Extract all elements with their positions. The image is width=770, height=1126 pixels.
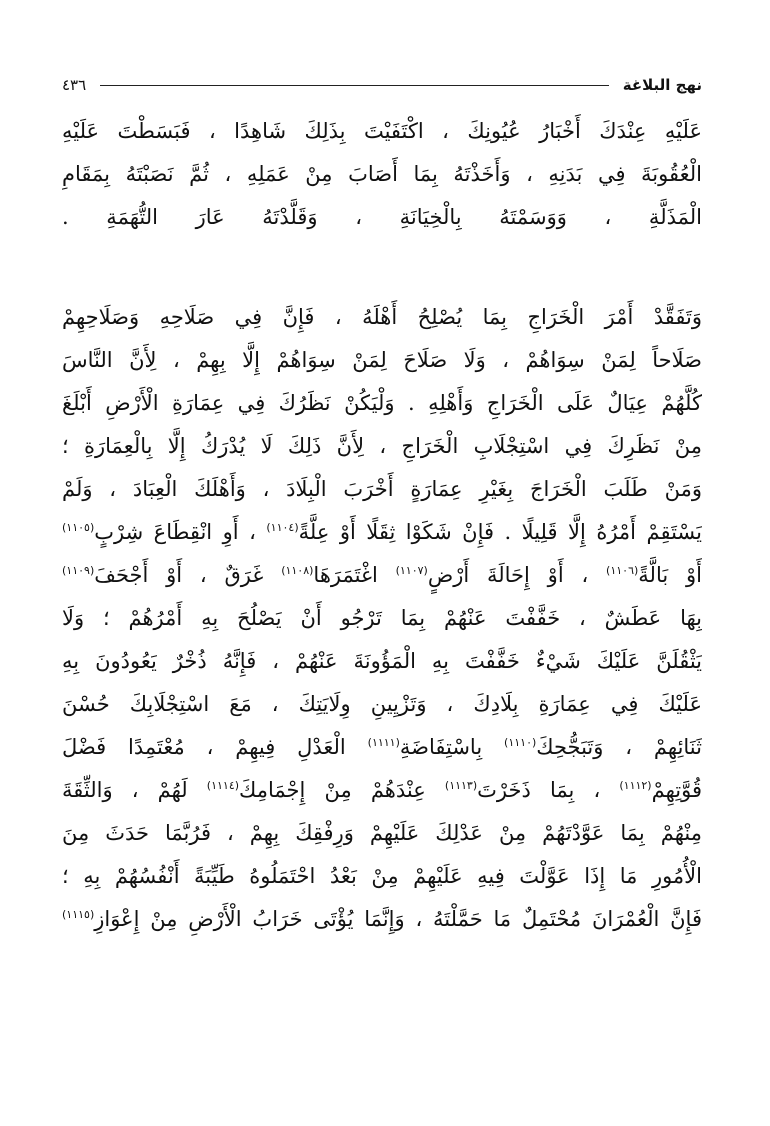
text-line: يَثْقُلَنَّ عَلَيْكَ شَيْءٌ خَفَّفْتَ بِهِ الْمَؤُونَةَ عَنْهُمْ ، فَإِنَّهُ ذُخْرٌ يَعُودُونَ بِهِ — [62, 649, 702, 673]
paragraph-1 — [62, 110, 702, 239]
text-line: الْعُقُوبَةَ فِي بَدَنِهِ ، وَأَخَذْتَهُ بِمَا أَصَابَ مِنْ عَمَلِهِ ، ثُمَّ نَصَبْتَهُ بِمَقَامِ — [62, 162, 702, 186]
paragraph-2 — [62, 296, 702, 941]
text-segment: ، بِمَا ذَخَرْتَ — [477, 778, 601, 802]
text-line: وَمَنْ طَلَبَ الْخَرَاجَ بِغَيْرِ عِمَارَةٍ أَخْرَبَ الْبِلَادَ ، وَأَهْلَكَ الْعِبَادَ ، وَلَمْ — [62, 477, 702, 501]
text-segment: بِاسْتِفَاضَةِ — [399, 735, 483, 759]
header-rule — [100, 85, 609, 86]
text-line: مِنْ نَظَرِكَ فِي اسْتِجْلَابِ الْخَرَاجِ ، لِأَنَّ ذَلِكَ لَا يُدْرَكُ إِلَّا بِالْعِمَارَةِ ؛ — [62, 434, 702, 458]
footnote-marker: (١١١١) — [367, 736, 400, 749]
running-title: نهج البلاغة — [622, 76, 702, 94]
text-segment: أَوْ بَالَّةً — [638, 563, 702, 587]
text-segment: قُوَّتِهِمْ — [651, 778, 702, 802]
text-line: عَلَيْكَ فِي عِمَارَةِ بِلَادِكَ ، وَتَزْيِينِ وِلَايَتِكَ ، مَعَ اسْتِجْلَابِكَ حُسْنَ — [62, 692, 702, 716]
text-segment: ، أَوِ انْقِطَاعَ شِرْبٍ — [94, 520, 256, 544]
text-segment: يَسْتَقِمْ أَمْرُهُ إِلَّا قَلِيلًا . فَإِنْ شَكَوْا ثِقَلًا أَوْ عِلَّةً — [298, 520, 702, 544]
footnote-marker: (١١١٢) — [619, 779, 652, 792]
page-header — [62, 72, 702, 98]
footnote-marker: (١١٠٤) — [266, 521, 299, 534]
footnote-marker: (١١١٥) — [62, 908, 95, 921]
text-line: بِهَا عَطَشٌ ، خَفَّفْتَ عَنْهُمْ بِمَا تَرْجُو أَنْ يَصْلُحَ بِهِ أَمْرُهُمْ ؛ وَلَا — [62, 606, 702, 630]
text-segment: عِنْدَهُمْ مِنْ إِجْمَامِكَ — [239, 778, 426, 802]
text-segment: لَهُمْ ، وَالثِّقَةَ — [62, 778, 188, 802]
footnote-marker: (١١١٤) — [206, 779, 240, 792]
text-line — [62, 898, 702, 941]
text-line: الْأُمُورِ مَا إِذَا عَوَّلْتَ فِيهِ عَلَيْهِمْ مِنْ بَعْدُ احْتَمَلُوهُ طَيِّبَةً أَنْفُسُهُمْ بِهِ ؛ — [62, 864, 702, 888]
text-segment: غَرَقٌ ، أَوْ أَجْحَفَ — [94, 563, 264, 587]
text-line: مِنْهُمْ بِمَا عَوَّدْتَهُمْ مِنْ عَدْلِكَ عَلَيْهِمْ وَرِفْقِكَ بِهِمْ ، فَرُبَّمَا حَدَثَ مِنَ — [62, 821, 702, 845]
text-line: صَلَاحاً لِمَنْ سِوَاهُمْ ، وَلَا صَلَاحَ لِمَنْ سِوَاهُمْ إِلَّا بِهِمْ ، لِأَنَّ النَّاسَ — [62, 348, 702, 372]
footnote-marker: (١١٠٦) — [606, 564, 639, 577]
footnote-marker: (١١٠٥) — [62, 521, 95, 534]
text-line — [62, 554, 702, 597]
text-line: الْمَذَلَّةِ ، وَوَسَمْتَهُ بِالْخِيَانَةِ ، وَقَلَّدْتَهُ عَارَ التُّهَمَةِ . — [62, 205, 702, 229]
text-line — [62, 769, 702, 812]
footnote-marker: (١١٠٨) — [281, 564, 314, 577]
text-line — [62, 726, 702, 769]
text-segment: فَإِنَّ الْعُمْرَانَ مُحْتَمِلٌ مَا حَمَّلْتَهُ ، وَإِنَّمَا يُؤْتَى خَرَابُ الْأَرْضِ مِنْ إِعْوَازِ — [94, 907, 702, 931]
footnote-marker: (١١٠٩) — [62, 564, 95, 577]
text-segment: الْعَدْلِ فِيهِمْ ، مُعْتَمِدًا فَضْلَ — [62, 735, 346, 759]
page-number: ٤٣٦ — [62, 76, 87, 94]
footnote-marker: (١١١٣) — [444, 779, 478, 792]
text-line — [62, 511, 702, 554]
text-segment: ، أَوْ إِحَالَةَ أَرْضٍ — [427, 563, 589, 587]
text-segment: اغْتَمَرَهَا — [313, 563, 378, 587]
footnote-marker: (١١١٠) — [504, 736, 537, 749]
text-segment: ثَنَائِهِمْ ، وَتَبَجُّحِكَ — [536, 735, 702, 759]
text-line: وَتَفَقَّدْ أَمْرَ الْخَرَاجِ بِمَا يُصْلِحُ أَهْلَهُ ، فَإِنَّ فِي صَلَاحِهِ وَصَلَاحِهِمْ — [62, 305, 702, 329]
text-line: كُلَّهُمْ عِيَالٌ عَلَى الْخَرَاجِ وَأَهْلِهِ . وَلْيَكُنْ نَظَرُكَ فِي عِمَارَةِ الْأَرْضِ أَبْلَغَ — [62, 391, 702, 415]
footnote-marker: (١١٠٧) — [395, 564, 428, 577]
text-line: عَلَيْهِ عِنْدَكَ أَخْبَارُ عُيُونِكَ ، اكْتَفَيْتَ بِذَلِكَ شَاهِدًا ، فَبَسَطْتَ عَلَيْهِ — [62, 119, 702, 143]
